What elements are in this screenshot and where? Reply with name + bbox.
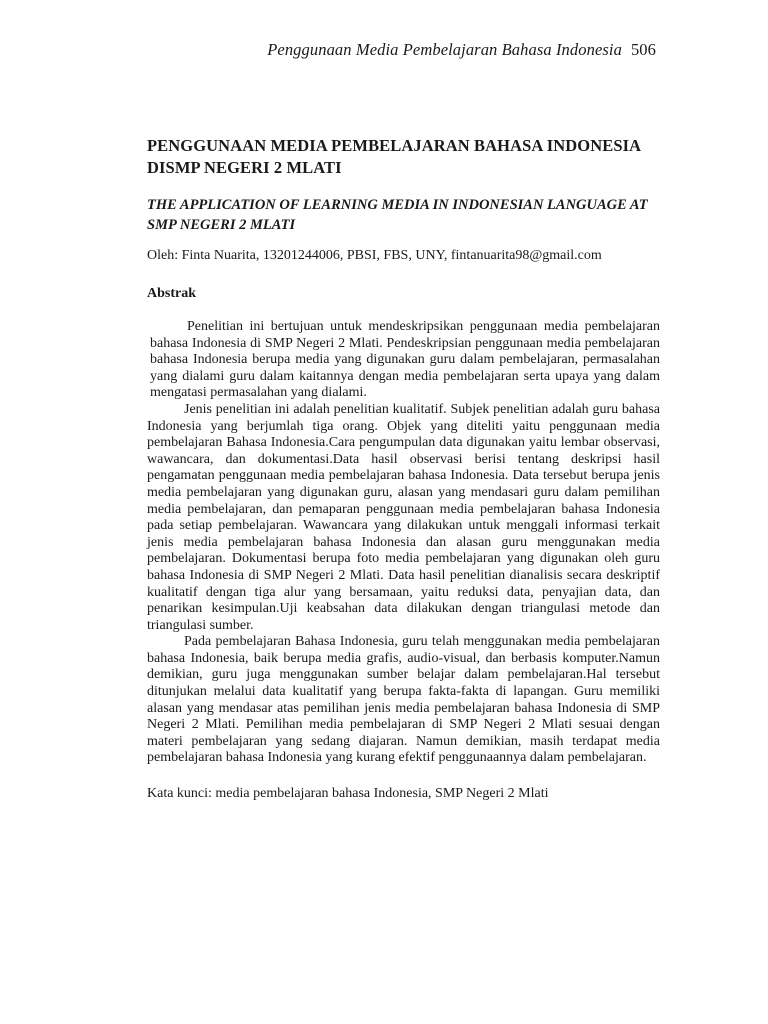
abstract-heading: Abstrak bbox=[147, 286, 197, 301]
article-subtitle: THE APPLICATION OF LEARNING MEDIA IN INDONESIAN LANGUAGE AT SMP NEGERI 2 MLATI bbox=[147, 197, 648, 233]
running-header bbox=[267, 40, 656, 60]
abstract-paragraph: Penelitian ini bertujuan untuk mendeskripsikan penggunaan media pembelajaran bahasa Indonesia di SMP Negeri 2 Mlati. Pendeskripsian penggunaan media pembelajaran bahasa Indonesia berupa media yang digunakan guru dalam pembelajaran, permasalahan yang dialami guru dalam kaitannya dengan media pembelajaran serta upaya yang dalam mengatasi permasalahan yang dialami. bbox=[150, 319, 660, 401]
article-title: PENGGUNAAN MEDIA PEMBELAJARAN BAHASA INDONESIA DISMP NEGERI 2 MLATI bbox=[147, 136, 641, 177]
article-body bbox=[147, 135, 660, 817]
keywords: Kata kunci: media pembelajaran bahasa Indonesia, SMP Negeri 2 Mlati bbox=[147, 786, 549, 802]
abstract-paragraph: Jenis penelitian ini adalah penelitian kualitatif. Subjek penelitian adalah guru bahasa Indonesia yang berjumlah tiga orang. Objek yang diteliti yaitu penggunaan media pembelajaran Bahasa Indonesia.Cara pengumpulan data digunakan yaitu lembar observasi, wawancara, dan dokumentasi.Data hasil observasi berisi tentang deskripsi hasil pengamatan penggunaan media pembelajaran bahasa Indonesia. Data tersebut berupa jenis media pembelajaran yang digunakan guru, alasan yang mendasari guru dalam pemilihan media pembelajaran, dan pemaparan penggunaan media pembelajaran bahasa Indonesia pada setiap pembelajaran. Wawancara yang dilakukan untuk menggali informasi terkait jenis media pembelajaran bahasa Indonesia dan alasan guru menggunakan media pembelajaran. Dokumentasi berupa foto media pembelajaran yang digunakan oleh guru bahasa Indonesia di SMP Negeri 2 Mlati. Data hasil penelitian dianalisis secara deskriptif kualitatif dengan tiga alur yang bersamaan, yaitu reduksi data, penyajian data, dan penarikan kesimpulan.Uji keabsahan data dilakukan dengan triangulasi metode dan triangulasi sumber. bbox=[147, 401, 660, 633]
page-number: 506 bbox=[630, 40, 656, 59]
journal-title: Penggunaan Media Pembelajaran Bahasa Indonesia bbox=[267, 40, 622, 59]
abstract-paragraph: Pada pembelajaran Bahasa Indonesia, guru telah menggunakan media pembelajaran bahasa Indonesia, baik berupa media grafis, audio-visual, dan berbasis komputer.Namun demikian, guru juga menggunakan sumber belajar dalam pembelajaran.Hal tersebut ditunjukan melalui data kualitatif yang berupa fakta-fakta di lapangan. Guru memiliki alasan yang mendasar atas pemilihan jenis media pembelajaran bahasa Indonesia di SMP Negeri 2 Mlati. Pemilihan media pembelajaran di SMP Negeri 2 Mlati sesuai dengan materi pembelajaran yang sedang diajaran. Namun demikian, masih terdapat media pembelajaran bahasa Indonesia yang kurang efektif penggunaannya dalam pembelajaran. bbox=[147, 634, 660, 766]
author-line: Oleh: Finta Nuarita, 13201244006, PBSI, FBS, UNY, fintanuarita98@gmail.com bbox=[147, 248, 602, 263]
abstract bbox=[147, 319, 660, 767]
